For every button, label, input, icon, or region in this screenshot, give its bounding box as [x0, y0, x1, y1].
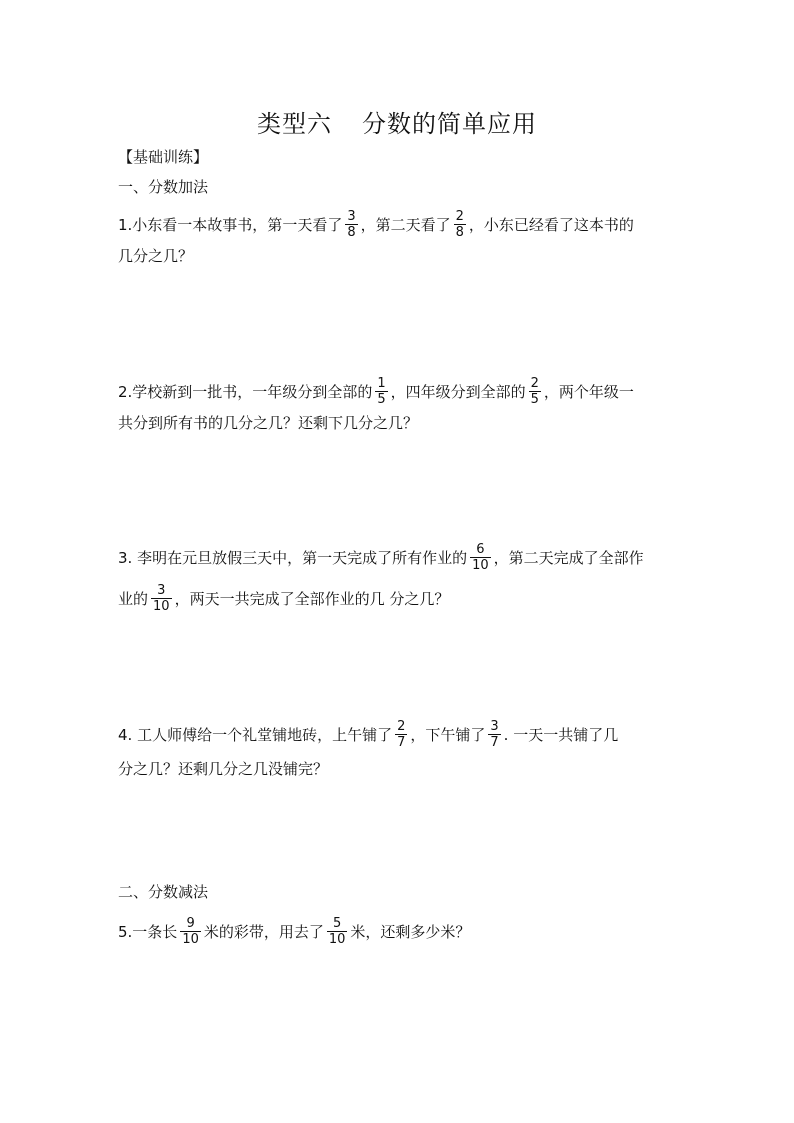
fraction: $\frac{2}{7}$	[397, 719, 406, 750]
section-label: 【基础训练】	[118, 148, 209, 166]
fraction: $\frac{2}{5}$	[530, 376, 539, 407]
part2-heading: 二、分数减法	[118, 883, 209, 901]
question-3-line-2: 业的 $\frac{3}{10}$ ，两天一共完成了全部作业的几 分之几？	[118, 583, 450, 614]
question-5: 5.一条长 $\frac{9}{10}$ 米的彩带，用去了 $\frac{5}{10}$ 米，还剩多少米？	[118, 916, 471, 947]
question-4-line-2: 分之几？还剩几分之几没铺完？	[118, 760, 329, 778]
question-2-line-2: 共分到所有书的几分之几？还剩下几分之几？	[118, 414, 419, 432]
title-topic: 分数的简单应用	[362, 110, 537, 138]
fraction: $\frac{6}{10}$	[472, 542, 489, 573]
fraction: $\frac{3}{7}$	[490, 719, 499, 750]
part1-heading: 一、分数加法	[118, 178, 209, 196]
question-2-line-1: 2.学校新到一批书，一年级分到全部的 $\frac{1}{5}$ ，四年级分到全部的 $\frac{2}{5}$ ，两个年级一	[118, 376, 634, 407]
fraction: $\frac{1}{5}$	[377, 376, 386, 407]
title-type-label: 类型六	[257, 110, 332, 138]
fraction: $\frac{5}{10}$	[328, 916, 346, 947]
question-3-line-1: 3. 李明在元旦放假三天中，第一天完成了所有作业的 $\frac{6}{10}$ ，第二天完成了全部作	[118, 542, 644, 573]
fraction: $\frac{3}{10}$	[153, 583, 170, 614]
fraction: $\frac{9}{10}$	[182, 916, 199, 947]
question-4-line-1: 4. 工人师傅给一个礼堂铺地砖，上午铺了 $\frac{2}{7}$ ，下午铺了 $\frac{3}{7}$ . 一天一共铺了几	[118, 719, 619, 750]
question-1-line-2: 几分之几？	[118, 247, 194, 265]
page-title	[0, 104, 794, 139]
fraction: $\frac{2}{8}$	[455, 209, 464, 240]
fraction: $\frac{3}{8}$	[347, 209, 356, 240]
question-1-line-1: 1.小东看一本故事书，第一天看了 $\frac{3}{8}$ ，第二天看了 $\frac{2}{8}$ ，小东已经看了这本书的	[118, 209, 634, 240]
